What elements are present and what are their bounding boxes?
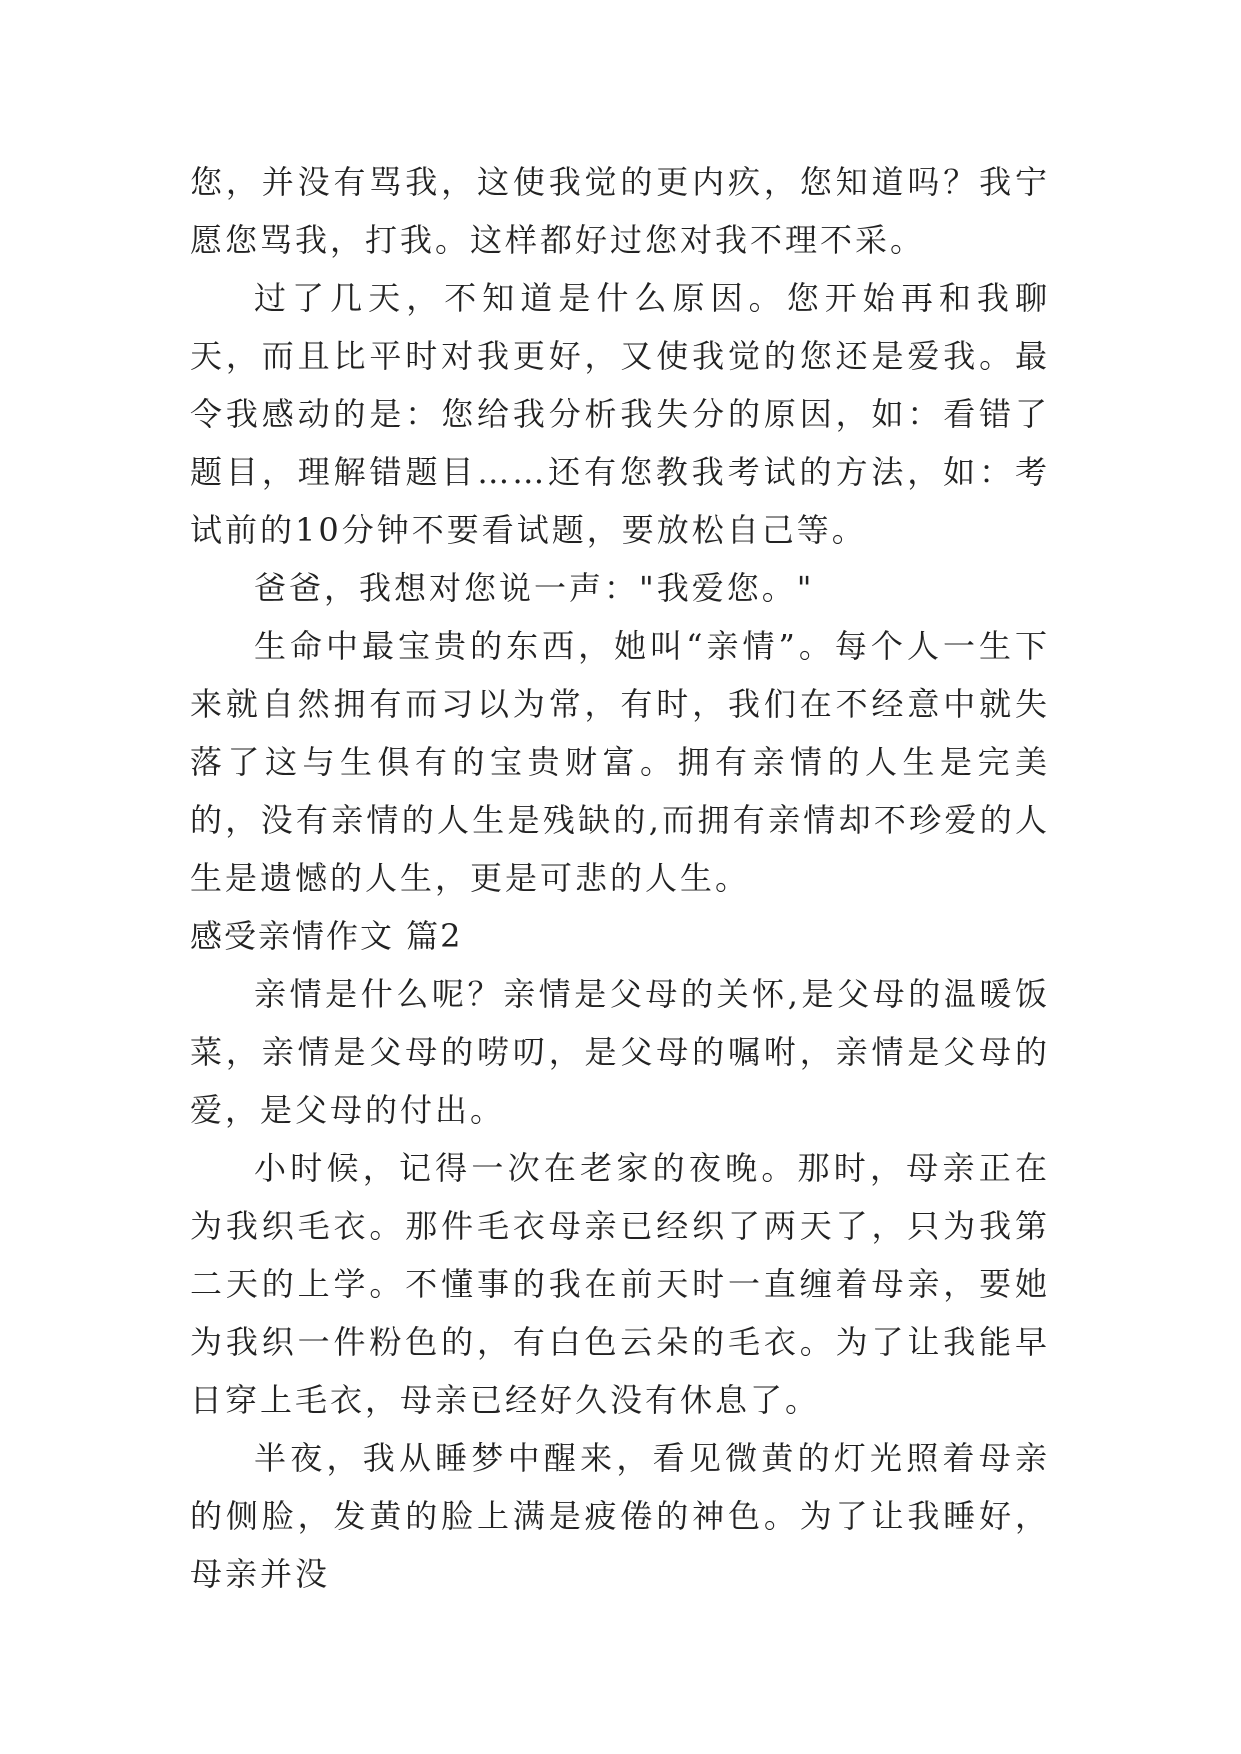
paragraph: 半夜，我从睡梦中醒来，看见微黄的灯光照着母亲的侧脸，发黄的脸上满是疲倦的神色。为了让我睡好，母亲并没 — [190, 1439, 1050, 1593]
section-heading: 感受亲情作文 篇2 — [190, 917, 463, 955]
document-body — [190, 153, 1050, 1603]
paragraph: 生命中最宝贵的东西，她叫“亲情”。每个人一生下来就自然拥有而习以为常，有时，我们在不经意中就失落了这与生俱有的宝贵财富。拥有亲情的人生是完美的，没有亲情的人生是残缺的,而拥有亲情却不珍爱的人生是遗憾的人生，更是可悲的人生。 — [190, 627, 1050, 897]
paragraph: 过了几天，不知道是什么原因。您开始再和我聊天，而且比平时对我更好，又使我觉的您还是爱我。最令我感动的是：您给我分析我失分的原因，如：看错了题目，理解错题目……还有您教我考试的方法，如：考试前的10分钟不要看试题，要放松自己等。 — [190, 279, 1050, 549]
paragraph: 爸爸，我想对您说一声："我爱您。" — [254, 569, 815, 607]
paragraph: 您，并没有骂我，这使我觉的更内疚，您知道吗？我宁愿您骂我，打我。这样都好过您对我不理不采。 — [190, 163, 1050, 259]
paragraph: 亲情是什么呢？亲情是父母的关怀,是父母的温暖饭菜，亲情是父母的唠叨，是父母的嘱咐，亲情是父母的爱，是父母的付出。 — [190, 975, 1050, 1129]
paragraph: 小时候，记得一次在老家的夜晚。那时，母亲正在为我织毛衣。那件毛衣母亲已经织了两天了，只为我第二天的上学。不懂事的我在前天时一直缠着母亲，要她为我织一件粉色的，有白色云朵的毛衣。为了让我能早日穿上毛衣，母亲已经好久没有休息了。 — [190, 1149, 1050, 1419]
